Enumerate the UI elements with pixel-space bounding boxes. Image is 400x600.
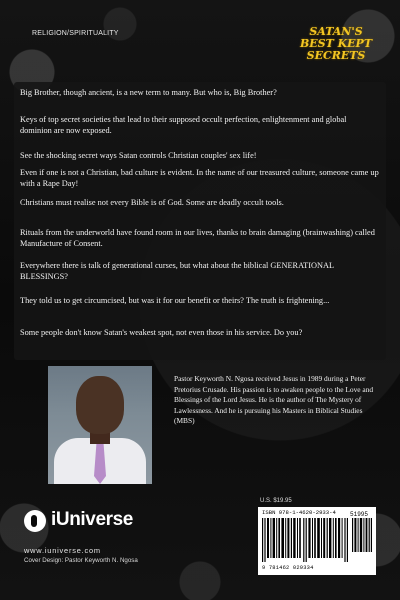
blurb-paragraph: Christians must realise not every Bible is of God. Some are deadly occult tools. [20, 198, 284, 207]
series-logo [296, 26, 376, 62]
publisher-logo-text: iUniverse [51, 509, 133, 530]
publisher-website: www.iuniverse.com [24, 546, 101, 555]
author-section [0, 366, 400, 486]
ean-digits: 9 781462 029334 [262, 565, 314, 571]
author-photo [48, 366, 152, 484]
category-label: RELIGION/SPIRITUALITY [32, 30, 119, 37]
blurb-paragraph: Even if one is not a Christian, bad culture is evident. In the name of our treasured culture, someone came up with a Rape Day! [20, 168, 379, 189]
price-barcode-bars [352, 518, 372, 552]
isbn-text: ISBN 978-1-4620-2933-4 [262, 509, 336, 516]
blurb-paragraph: Big Brother, though ancient, is a new term to many. But who is, Big Brother? [20, 88, 277, 97]
blurb-paragraph: Everywhere there is talk of generational curses, but what about the biblical GENERATIONAL BLESSINGS? [20, 261, 334, 282]
cover-design-credit: Cover Design: Pastor Keyworth N. Ngosa [24, 557, 138, 564]
series-logo-line-2: BEST KEPT [299, 37, 373, 50]
price-code: 51995 [350, 511, 369, 518]
blurb-paragraph: Rituals from the underworld have found room in our lives, thanks to brain damaging (brainwashing) called Manufacture of Consent. [20, 228, 375, 249]
blurb-paragraph: They told us to get circumcised, but was it for our benefit or theirs? The truth is frightening... [20, 296, 330, 305]
price-label: U.S. $19.95 [260, 498, 292, 504]
blurb-paragraph: See the shocking secret ways Satan controls Christian couples' sex life! [20, 151, 257, 160]
barcode-bars [262, 518, 348, 562]
series-logo-line-3: SECRETS [306, 49, 366, 62]
series-logo-line-1: SATAN'S [309, 25, 363, 38]
publisher-logo [24, 508, 164, 538]
blurb-paragraph: Keys of top secret societies that lead to their supposed occult perfection, enlightenment and global dominion are now exposed. [20, 115, 347, 136]
author-bio: Pastor Keyworth N. Ngosa received Jesus in 1989 during a Peter Pretorius Crusade. His passion is to awaken people to the Love and Blessings of the Lord Jesus. He is the author of The Mystery of Lawlessness. And he is pursuing his Masters in Biblical Studies (MBS) [174, 374, 374, 426]
isbn-barcode [258, 507, 376, 575]
blurb-paragraph: Some people don't know Satan's weakest spot, not even those in his service. Do you? [20, 328, 303, 337]
iuniverse-logo-icon [24, 510, 46, 532]
